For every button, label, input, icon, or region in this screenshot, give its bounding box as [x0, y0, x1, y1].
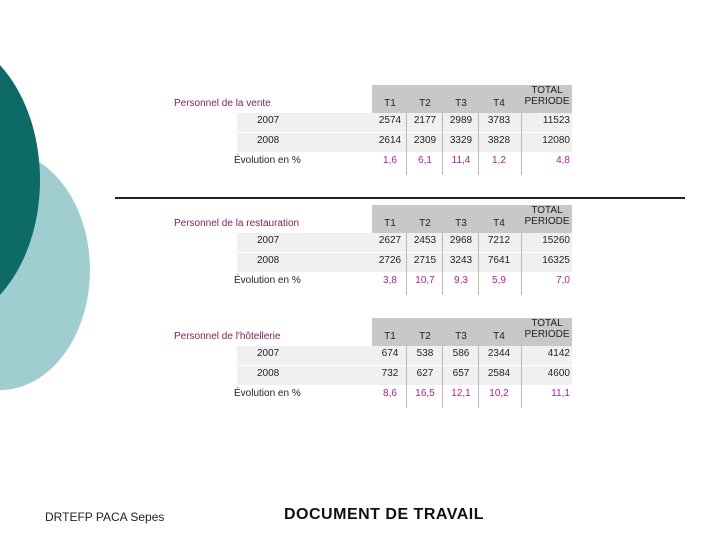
table-cell: 732 — [381, 368, 399, 379]
column-header: T3 — [455, 98, 467, 109]
table-cell: 2627 — [378, 235, 402, 246]
evolution-label: Évolution en % — [234, 155, 301, 166]
table-cell: 11523 — [542, 115, 570, 126]
column-separator — [442, 113, 443, 175]
evolution-value: 10,2 — [489, 388, 509, 399]
table-cell: 2309 — [413, 135, 437, 146]
column-header: T2 — [419, 98, 431, 109]
column-header: TOTAL PERIODE — [524, 318, 570, 340]
evolution-value: 5,9 — [492, 275, 506, 286]
evolution-value: 16,5 — [415, 388, 435, 399]
table-cell: 2726 — [378, 255, 402, 266]
year-label: 2007 — [257, 235, 280, 246]
table-cell: 2177 — [413, 115, 437, 126]
column-separator — [521, 233, 522, 295]
table-cell: 15260 — [542, 235, 570, 246]
column-separator — [442, 233, 443, 295]
column-header: TOTAL PERIODE — [524, 205, 570, 227]
table-cell: 16325 — [542, 255, 570, 266]
table-cell: 4600 — [547, 368, 570, 379]
evolution-value: 8,6 — [383, 388, 397, 399]
evolution-value: 1,2 — [492, 155, 506, 166]
evolution-label: Évolution en % — [234, 275, 301, 286]
table-cell: 627 — [416, 368, 434, 379]
table-cell: 4142 — [547, 348, 570, 359]
table-cell: 2344 — [487, 348, 511, 359]
evolution-value: 1,6 — [383, 155, 397, 166]
table-title: Personnel de l'hôtellerie — [174, 331, 281, 342]
evolution-value: 12,1 — [451, 388, 471, 399]
table-cell: 2989 — [449, 115, 473, 126]
column-header: TOTAL PERIODE — [524, 85, 570, 107]
table-cell: 3783 — [487, 115, 511, 126]
evolution-value: 11,4 — [451, 155, 471, 166]
year-label: 2008 — [257, 135, 280, 146]
evolution-value: 3,8 — [383, 275, 397, 286]
column-header: T4 — [493, 98, 505, 109]
table-cell: 657 — [452, 368, 470, 379]
table-cell: 3329 — [449, 135, 473, 146]
year-label: 2008 — [257, 368, 280, 379]
table-cell: 12080 — [542, 135, 570, 146]
column-header: T4 — [493, 218, 505, 229]
section-divider — [115, 197, 685, 199]
evolution-value: 7,0 — [556, 275, 570, 286]
evolution-value: 11,1 — [551, 388, 570, 399]
table-cell: 2574 — [378, 115, 402, 126]
table-cell: 538 — [416, 348, 434, 359]
evolution-value: 6,1 — [418, 155, 432, 166]
column-header: T1 — [384, 218, 396, 229]
table-cell: 2715 — [413, 255, 437, 266]
footer-document-label: DOCUMENT DE TRAVAIL — [284, 506, 485, 523]
column-separator — [521, 346, 522, 408]
table-cell: 2968 — [449, 235, 473, 246]
column-separator — [478, 233, 479, 295]
table-cell: 674 — [381, 348, 399, 359]
column-header: T1 — [384, 98, 396, 109]
year-label: 2007 — [257, 348, 280, 359]
evolution-value: 4,8 — [556, 155, 570, 166]
column-separator — [478, 113, 479, 175]
table-cell: 7641 — [487, 255, 511, 266]
table-cell: 2453 — [413, 235, 437, 246]
table-cell: 7212 — [487, 235, 511, 246]
column-separator — [406, 233, 407, 295]
footer-source: DRTEFP PACA Sepes — [45, 510, 165, 524]
column-separator — [406, 346, 407, 408]
table-cell: 2584 — [487, 368, 511, 379]
table-cell: 3243 — [449, 255, 473, 266]
column-header: T2 — [419, 331, 431, 342]
column-separator — [521, 113, 522, 175]
column-header: T1 — [384, 331, 396, 342]
column-separator — [478, 346, 479, 408]
table-cell: 2614 — [378, 135, 402, 146]
table-title: Personnel de la vente — [174, 98, 271, 109]
table-cell: 3828 — [487, 135, 511, 146]
table-cell: 586 — [452, 348, 470, 359]
evolution-label: Évolution en % — [234, 388, 301, 399]
evolution-value: 10,7 — [415, 275, 435, 286]
column-header: T3 — [455, 218, 467, 229]
column-header: T4 — [493, 331, 505, 342]
column-separator — [442, 346, 443, 408]
table-title: Personnel de la restauration — [174, 218, 300, 229]
evolution-value: 9,3 — [454, 275, 468, 286]
year-label: 2008 — [257, 255, 280, 266]
column-header: T3 — [455, 331, 467, 342]
column-separator — [406, 113, 407, 175]
year-label: 2007 — [257, 115, 280, 126]
column-header: T2 — [419, 218, 431, 229]
